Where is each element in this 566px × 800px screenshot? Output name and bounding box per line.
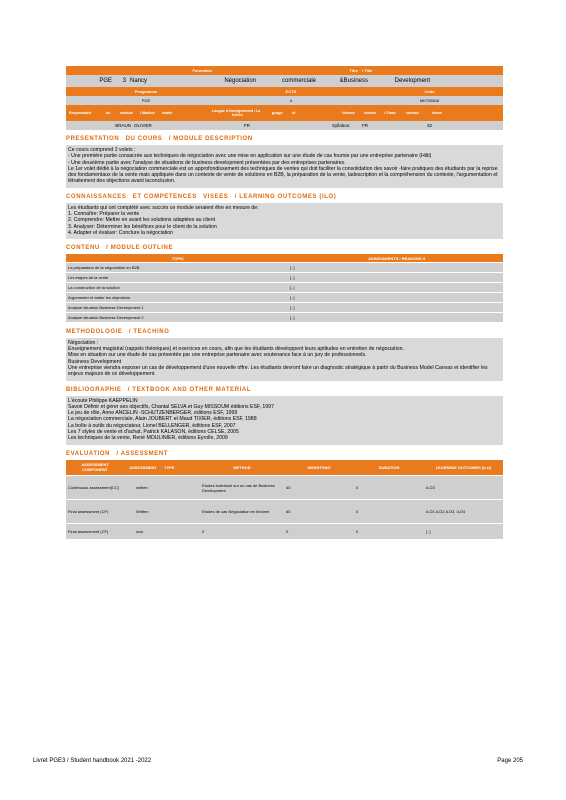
table-row xyxy=(66,262,503,272)
header-label: Volume xyxy=(342,111,355,115)
weighting-cell: 40 xyxy=(284,476,354,500)
table-row xyxy=(66,312,503,322)
reference-item: Les techniques de la vente, René MOULINIER, éditions Eyrolle, 2009 xyxy=(68,435,228,442)
paragraph: - Une première partie consacrée aux techniques de négociation avec une mise en application sur une étude de cas fournie par une entreprise partenaire (Hilti) xyxy=(68,153,432,160)
ilo-cell: ILO1,ILO2,ILO3, ILO4 xyxy=(424,500,503,524)
type-cell: Written xyxy=(124,500,200,524)
leader-lastname: BRAUN xyxy=(115,123,131,128)
header-label-group xyxy=(212,109,272,117)
header-row-1-values xyxy=(66,75,503,87)
header-row-2-labels xyxy=(66,87,503,96)
topic-cell: Analyse situation Business Development 2 xyxy=(66,312,288,322)
teaching-heading xyxy=(66,328,503,336)
header-label: Langue d'enseignement / La xyxy=(212,109,261,113)
code-value: MKT05616 xyxy=(419,98,440,103)
duration-cell: 0 xyxy=(354,524,424,540)
syllabus-language: FR xyxy=(362,123,368,128)
method-cell: Etudes de cas Négociation en binôme xyxy=(200,500,284,524)
ects-value: 4 xyxy=(289,98,293,103)
table-row xyxy=(66,292,503,302)
ilo-cell: ILO3 xyxy=(424,476,503,500)
reference-item: La boîte à outils du négociateur, Lionel BELLENGER, éditions ESF, 2007 xyxy=(68,422,236,429)
leader-firstname: OLIVIER xyxy=(134,123,152,128)
footer-handbook-label: Livret PGE3 / Student handbook 2021 -2022 xyxy=(33,758,152,764)
header-label: leader xyxy=(162,111,173,115)
page-number: Page 205 xyxy=(497,758,523,764)
paragraph: Enseignement magistral (rappels théoriques) et exercices en cours, afin que les étudiants développent leurs aptitudes en entretien de négociation. xyxy=(68,346,404,353)
paragraph: Les étudiants qui ont complété avec succès ce module seraient être en mesure de: xyxy=(68,204,259,211)
paragraph: Une entreprise viendra exposer un cas de développement d'une nouvelle offre. Les étudiants devront faire un diagnostic stratégique à partir du Business Model Canvas et identifier les enjeux majeurs de ce développement. xyxy=(68,364,488,378)
header-label: du xyxy=(106,111,111,115)
paragraph: - Une deuxième partie avec l'analyse de situations de business development présentées par des entreprises partenaires. xyxy=(68,159,346,166)
heading-text: DU COURS xyxy=(125,136,163,142)
topic-cell: Argumenter et traiter les objections xyxy=(66,292,288,302)
reference-item: Le jeu de rôle, Anne ANCELIN -SCHUTZENBERGER, éditions ESF, 1999 xyxy=(68,410,238,417)
reference-item: Les 7 styles de vente et d'achat, Patrick KALASON, éditions CELSE, 2005 xyxy=(68,429,239,436)
table-row xyxy=(66,272,503,282)
learning-outcomes-body xyxy=(66,203,503,239)
method-cell: 0 xyxy=(200,524,284,540)
header-row-2-values xyxy=(66,96,503,105)
syllabus-label: Syllabus: xyxy=(332,123,351,128)
reference-item: La négociation commerciale, Alain JOUBERT et Maud TIXIER, éditions ESF, 1988 xyxy=(68,416,257,423)
program-name: PGE xyxy=(99,78,112,84)
column-header: ASSESSMENT xyxy=(124,460,162,476)
reference-cell: [..] xyxy=(288,262,503,272)
table-row xyxy=(66,500,503,524)
column-header: DURATION xyxy=(354,460,424,476)
list-item: 3. Analyser: Déterminer les bénéfices pour le client de la solution xyxy=(68,223,217,230)
heading-text: / TEXTBOOK AND OTHER MATERIAL xyxy=(127,386,252,393)
heading-text: EVALUATION xyxy=(66,450,111,457)
contact-hours-value: 32 xyxy=(427,123,433,128)
header-row-3-values xyxy=(66,121,503,130)
heading-text: / LEARNING OUTCOMES (ILO) xyxy=(234,193,337,200)
presentation-heading xyxy=(66,135,503,143)
header-label: / Module xyxy=(140,111,155,115)
heading-text: VISEES xyxy=(203,193,229,200)
topic-cell: Analyse situation Business Development 1 xyxy=(66,302,288,312)
reference-item: Savoir Définir et gérer ses objectifs, Chantal SELVA et Guy MISSOUM éditions ESF, 1997 xyxy=(68,403,274,410)
ilo-cell: [..] xyxy=(424,524,503,540)
type-cell: oral xyxy=(124,524,200,540)
reference-item: L'écoute Philippe KAEPPELIN xyxy=(68,397,138,404)
component-cell: Final assessment (CF) xyxy=(66,500,124,524)
table-row xyxy=(66,524,503,540)
type-cell: written xyxy=(124,476,200,500)
list-item: 2. Comprendre: Mettre en avant les solutions adaptées au client xyxy=(68,217,216,224)
header-label: hours xyxy=(432,111,442,115)
column-header: ASSESSMENT COMPONENT xyxy=(66,460,124,476)
header-label: of xyxy=(292,111,296,115)
table-header-row xyxy=(66,460,503,476)
list-item: 1. Connaître: Préparer la vente xyxy=(68,211,140,218)
topic-cell: La construction de la solution xyxy=(66,282,288,292)
heading-text: PRESENTATION xyxy=(66,136,120,142)
header-label: / Title xyxy=(362,68,373,73)
course-title-word: commerciale xyxy=(281,78,316,84)
topic-cell: Les étapes de la vente xyxy=(66,272,288,282)
method-cell: Etudes individuel sur un cas de Business Development xyxy=(200,476,284,500)
header-label: Titre xyxy=(349,68,358,73)
column-header: TYPE xyxy=(162,460,200,476)
bibliography-heading xyxy=(66,386,503,394)
course-header-table xyxy=(66,66,503,130)
table-row xyxy=(66,302,503,312)
weighting-cell: 0 xyxy=(284,524,354,540)
program-year: 3 xyxy=(122,78,126,84)
course-title-word: Négociation xyxy=(224,78,256,84)
presentation-body xyxy=(66,145,503,188)
module-outline-table xyxy=(66,254,503,323)
table-row xyxy=(66,282,503,292)
header-label: Code xyxy=(424,89,435,94)
reference-cell: [..] xyxy=(288,282,503,292)
reference-cell: [..] xyxy=(288,272,503,282)
header-label: Programme xyxy=(134,89,158,94)
reference-cell: [..] xyxy=(288,312,503,322)
syllabus-page xyxy=(66,66,503,540)
header-label: contact xyxy=(406,111,419,115)
heading-text: CONTENU xyxy=(66,245,100,252)
component-cell: Continuous assessment(CC) xyxy=(66,476,124,500)
paragraph: Business Development xyxy=(68,358,122,365)
header-label: Responsable xyxy=(69,111,92,115)
assessment-heading xyxy=(66,450,503,458)
heading-text: / MODULE DESCRIPTION xyxy=(168,136,253,142)
bibliography-body xyxy=(66,396,503,445)
weighting-cell: 60 xyxy=(284,500,354,524)
heading-text: METHODOLOGIE xyxy=(66,328,123,335)
heading-text: / ASSESSMENT xyxy=(116,450,169,457)
header-label: Formation xyxy=(192,68,212,73)
header-label: tuition xyxy=(232,113,243,117)
heading-text: BIBLIOGRAPHIE xyxy=(66,386,122,393)
page-footer xyxy=(33,758,523,764)
component-cell: Final assessment (CF) xyxy=(66,524,124,540)
header-label: module xyxy=(120,111,133,115)
heading-text: / TEACHING xyxy=(128,328,170,335)
column-header: TOPIC xyxy=(66,254,288,262)
header-label: horaire xyxy=(364,111,377,115)
paragraph: Mise en situation sur une étude de cas présentée par une entreprise partenaire avec soutenance face à un jury de professionnels. xyxy=(68,352,367,359)
duration-cell: 0 xyxy=(354,500,424,524)
paragraph: Le 1er volet dédié à la négociation commerciale est un approfondissement des techniques de ventes qui doit faciliter la consolidation des savoir -faire pratiques des étudiants par la reprise des fondamentaux de la vente mais appliquée dans un contexte de vente de solutions en B2B, la préparation de la vente, ladescription et la compréhension du contexte, l'argumentation et létraitement des objections avant laconclusion. xyxy=(68,165,498,185)
course-title-word: &Business xyxy=(339,78,368,84)
teaching-body xyxy=(66,338,503,381)
assessment-table xyxy=(66,460,503,541)
reference-cell: [..] xyxy=(288,292,503,302)
duration-cell: 0 xyxy=(354,476,424,500)
topic-cell: La préparation de la négociation en B2B xyxy=(66,262,288,272)
header-row-1-labels xyxy=(66,66,503,75)
paragraph: Ce cours comprend 2 volets : xyxy=(68,147,136,153)
column-header: METHOD xyxy=(200,460,284,476)
paragraph: Négociation : xyxy=(68,339,99,346)
course-title-word: Development xyxy=(394,78,430,84)
column-header: LEARNING OUTCOMES (ILO) xyxy=(424,460,503,476)
header-label: guage xyxy=(272,111,283,115)
header-row-3-labels xyxy=(66,105,503,121)
campus: Nancy xyxy=(130,78,148,84)
header-label: ECTS xyxy=(285,89,297,94)
column-header: ASSESSMENTS / REASONS II xyxy=(288,254,503,262)
heading-text: / MODULE OUTLINE xyxy=(106,245,174,252)
header-label: / Class xyxy=(384,111,396,115)
heading-text: CONNAISSANCES xyxy=(66,193,127,200)
list-item: 4. Adapter et évaluer: Conclure la négociation xyxy=(68,229,173,236)
heading-text: ET COMPETENCES xyxy=(132,193,197,200)
learning-outcomes-heading xyxy=(66,193,503,201)
language-value: FR xyxy=(244,123,250,128)
table-header-row xyxy=(66,254,503,262)
module-outline-heading xyxy=(66,244,503,252)
reference-cell: [..] xyxy=(288,302,503,312)
column-header: WEIGHTING xyxy=(284,460,354,476)
table-row xyxy=(66,476,503,500)
programme-value: PGE xyxy=(141,98,151,103)
